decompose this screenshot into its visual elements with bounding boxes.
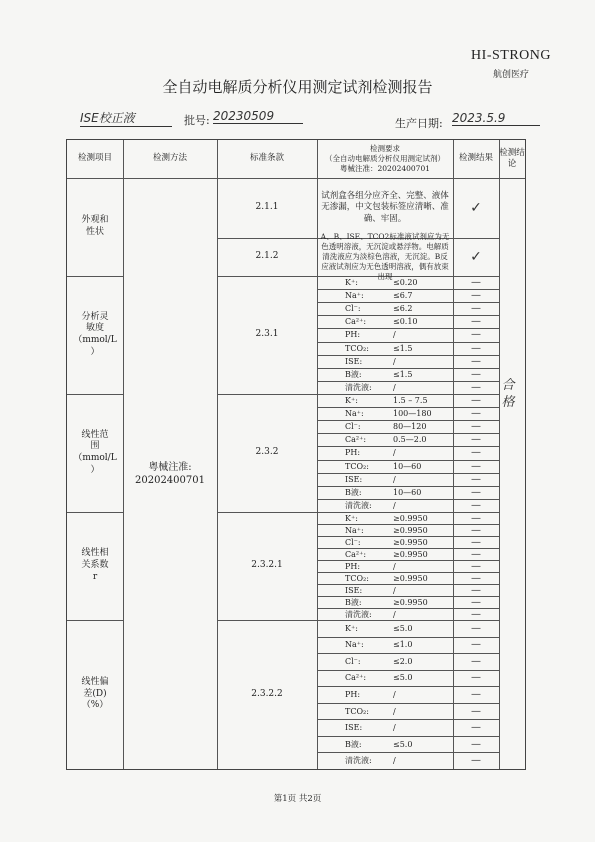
- date-value: 2023.5.9: [452, 111, 540, 126]
- analyte-name: ISE:: [345, 585, 363, 595]
- result-mark: —: [471, 608, 481, 620]
- item-label: 线性相 关系数 r: [81, 548, 109, 582]
- result-mark: —: [471, 290, 481, 302]
- result-mark: —: [471, 316, 481, 328]
- header-item: 检测项目: [77, 153, 112, 164]
- analyte-name: ISE:: [345, 474, 363, 484]
- analyte-value: /: [393, 500, 396, 510]
- report-title: 全自动电解质分析仪用测定试剂检测报告: [162, 78, 433, 96]
- result-mark: —: [471, 536, 481, 548]
- product-name: ISE校正液: [80, 109, 172, 127]
- analyte-name: K⁺:: [345, 278, 358, 288]
- result-mark: —: [471, 572, 481, 584]
- analyte-value: ≤5.0: [393, 673, 413, 683]
- clause-cell: 2.3.2: [255, 447, 279, 458]
- clause-cell: 2.1.1: [255, 202, 279, 213]
- result-mark: —: [471, 460, 481, 472]
- result-mark: —: [471, 524, 481, 536]
- column-divider: [499, 140, 500, 769]
- analyte-name: Na⁺:: [345, 525, 364, 535]
- analyte-name: Cl⁻:: [345, 656, 361, 666]
- analyte-name: Na⁺:: [345, 409, 364, 419]
- result-mark: —: [471, 584, 481, 596]
- result-mark: —: [471, 512, 481, 524]
- analyte-value: /: [393, 706, 396, 716]
- result-mark: —: [471, 381, 481, 393]
- result-mark: —: [471, 755, 481, 767]
- item-label: 线性偏 差(D) （%）: [81, 676, 109, 711]
- result-mark: —: [471, 688, 481, 700]
- result-mark: —: [471, 499, 481, 511]
- analyte-name: B液:: [345, 597, 362, 607]
- result-mark: —: [471, 560, 481, 572]
- analyte-value: ≥0.9950: [393, 597, 428, 607]
- analyte-name: TCO₂:: [345, 573, 369, 583]
- header-result: 检测结果: [458, 153, 493, 164]
- analyte-value: /: [393, 585, 396, 595]
- analyte-value: /: [393, 474, 396, 484]
- clause-cell: 2.1.2: [255, 251, 279, 262]
- brand-name-en: HI-STRONG: [471, 48, 551, 63]
- result-mark: —: [471, 447, 481, 459]
- analyte-name: 清洗液:: [345, 756, 372, 766]
- analyte-name: Cl⁻:: [345, 537, 361, 547]
- result-mark: —: [471, 655, 481, 667]
- analyte-name: TCO₂:: [345, 461, 369, 471]
- analyte-name: 清洗液:: [345, 382, 372, 392]
- check-mark: ✓: [470, 248, 482, 265]
- analyte-name: Ca²⁺:: [345, 435, 367, 445]
- analyte-value: /: [393, 756, 396, 766]
- result-mark: —: [471, 421, 481, 433]
- analyte-value: ≤6.2: [393, 304, 413, 314]
- analyte-name: 清洗液:: [345, 609, 372, 619]
- date-label: 生产日期:: [395, 117, 443, 130]
- analyte-value: ≤1.0: [393, 640, 413, 650]
- method-cell: 粤械注准: 20202400701: [135, 461, 205, 486]
- analyte-value: 80—120: [393, 422, 427, 432]
- result-mark: —: [471, 738, 481, 750]
- result-mark: —: [471, 342, 481, 354]
- result-mark: —: [471, 395, 481, 407]
- analyte-value: /: [393, 689, 396, 699]
- analyte-name: TCO₂:: [345, 343, 369, 353]
- analyte-value: 10—60: [393, 487, 422, 497]
- analyte-name: Cl⁻:: [345, 422, 361, 432]
- analyte-value: /: [393, 448, 396, 458]
- analyte-name: Ca²⁺:: [345, 317, 367, 327]
- item-label: 分析灵 敏度 （mmol/L ）: [73, 311, 117, 357]
- brand-name-cn: 航创医疗: [493, 70, 530, 80]
- analyte-name: PH:: [345, 561, 361, 571]
- analyte-value: ≤2.0: [393, 656, 413, 666]
- analyte-name: B液:: [345, 487, 362, 497]
- conclusion-handwritten: 合格: [501, 378, 515, 410]
- analyte-value: ≤5.0: [393, 739, 413, 749]
- analyte-value: /: [393, 382, 396, 392]
- result-mark: —: [471, 486, 481, 498]
- analyte-name: ISE:: [345, 723, 363, 733]
- analyte-value: ≤0.10: [393, 317, 418, 327]
- analyte-name: K⁺:: [345, 396, 358, 406]
- header-requirement: 检测要求 （全自动电解质分析仪用测定试剂） 粤械注准：20202400701: [325, 144, 445, 173]
- analyte-name: Na⁺:: [345, 291, 364, 301]
- lot-value: 20230509: [213, 109, 303, 124]
- analyte-value: /: [393, 330, 396, 340]
- result-mark: —: [471, 705, 481, 717]
- analyte-name: 清洗液:: [345, 500, 372, 510]
- requirement-appearance: 试剂盒各组分应齐全、完整、液体无渗漏，中文包装标签应清晰、准确、牢固。: [321, 190, 449, 224]
- analyte-name: Cl⁻:: [345, 304, 361, 314]
- result-mark: —: [471, 596, 481, 608]
- item-label: 线性范 围 （mmol/L ）: [73, 429, 117, 475]
- header-clause: 标准条款: [249, 153, 284, 164]
- analyte-value: 0.5—2.0: [393, 435, 427, 445]
- analyte-value: ≥0.9950: [393, 549, 428, 559]
- analyte-value: /: [393, 356, 396, 366]
- header-conclusion: 检测结论: [499, 147, 525, 169]
- page-footer: 第1页 共2页: [273, 794, 322, 804]
- result-mark: —: [471, 408, 481, 420]
- result-mark: —: [471, 434, 481, 446]
- result-mark: —: [471, 622, 481, 634]
- result-mark: —: [471, 672, 481, 684]
- analyte-value: 1.5 – 7.5: [393, 396, 428, 406]
- analyte-value: ≤0.20: [393, 278, 418, 288]
- check-mark: ✓: [470, 199, 482, 216]
- analyte-name: Ca²⁺:: [345, 549, 367, 559]
- analyte-name: Ca²⁺:: [345, 673, 367, 683]
- clause-cell: 2.3.1: [255, 329, 279, 340]
- analyte-value: ≥0.9950: [393, 513, 428, 523]
- analyte-name: B液:: [345, 369, 362, 379]
- requirement-appearance: A、B、ISE、TCO2标准液试剂应为无色透明溶液，无沉淀或悬浮物。电解质清洗液应为淡棕色溶液，无沉淀。B反应液试剂应为无色透明溶液，偶有放束出现: [320, 231, 450, 282]
- clause-cell: 2.3.2.2: [251, 688, 283, 699]
- analyte-value: ≤1.5: [393, 369, 413, 379]
- analyte-value: ≥0.9950: [393, 525, 428, 535]
- analyte-name: B液:: [345, 739, 362, 749]
- result-mark: —: [471, 368, 481, 380]
- analyte-name: PH:: [345, 330, 361, 340]
- analyte-value: ≤5.0: [393, 623, 413, 633]
- analyte-value: /: [393, 609, 396, 619]
- analyte-value: 100—180: [393, 409, 432, 419]
- header-method: 检测方法: [152, 153, 187, 164]
- analyte-value: ≥0.9950: [393, 537, 428, 547]
- result-mark: —: [471, 722, 481, 734]
- item-label: 外观和 性状: [81, 215, 109, 237]
- report-meta: [0, 109, 595, 133]
- lot-label: 批号:: [184, 114, 210, 127]
- result-mark: —: [471, 329, 481, 341]
- analyte-value: /: [393, 561, 396, 571]
- analyte-name: K⁺:: [345, 623, 358, 633]
- result-mark: —: [471, 355, 481, 367]
- analyte-value: ≤1.5: [393, 343, 413, 353]
- report-table: [66, 139, 526, 770]
- analyte-value: /: [393, 723, 396, 733]
- result-mark: —: [471, 548, 481, 560]
- clause-cell: 2.3.2.1: [251, 560, 283, 571]
- analyte-value: ≥0.9950: [393, 573, 428, 583]
- analyte-name: K⁺:: [345, 513, 358, 523]
- analyte-name: ISE:: [345, 356, 363, 366]
- result-mark: —: [471, 639, 481, 651]
- result-mark: —: [471, 473, 481, 485]
- analyte-value: ≤6.7: [393, 291, 413, 301]
- analyte-name: TCO₂:: [345, 706, 369, 716]
- result-mark: —: [471, 277, 481, 289]
- result-mark: —: [471, 303, 481, 315]
- analyte-name: Na⁺:: [345, 640, 364, 650]
- analyte-name: PH:: [345, 448, 361, 458]
- analyte-name: PH:: [345, 689, 361, 699]
- analyte-value: 10—60: [393, 461, 422, 471]
